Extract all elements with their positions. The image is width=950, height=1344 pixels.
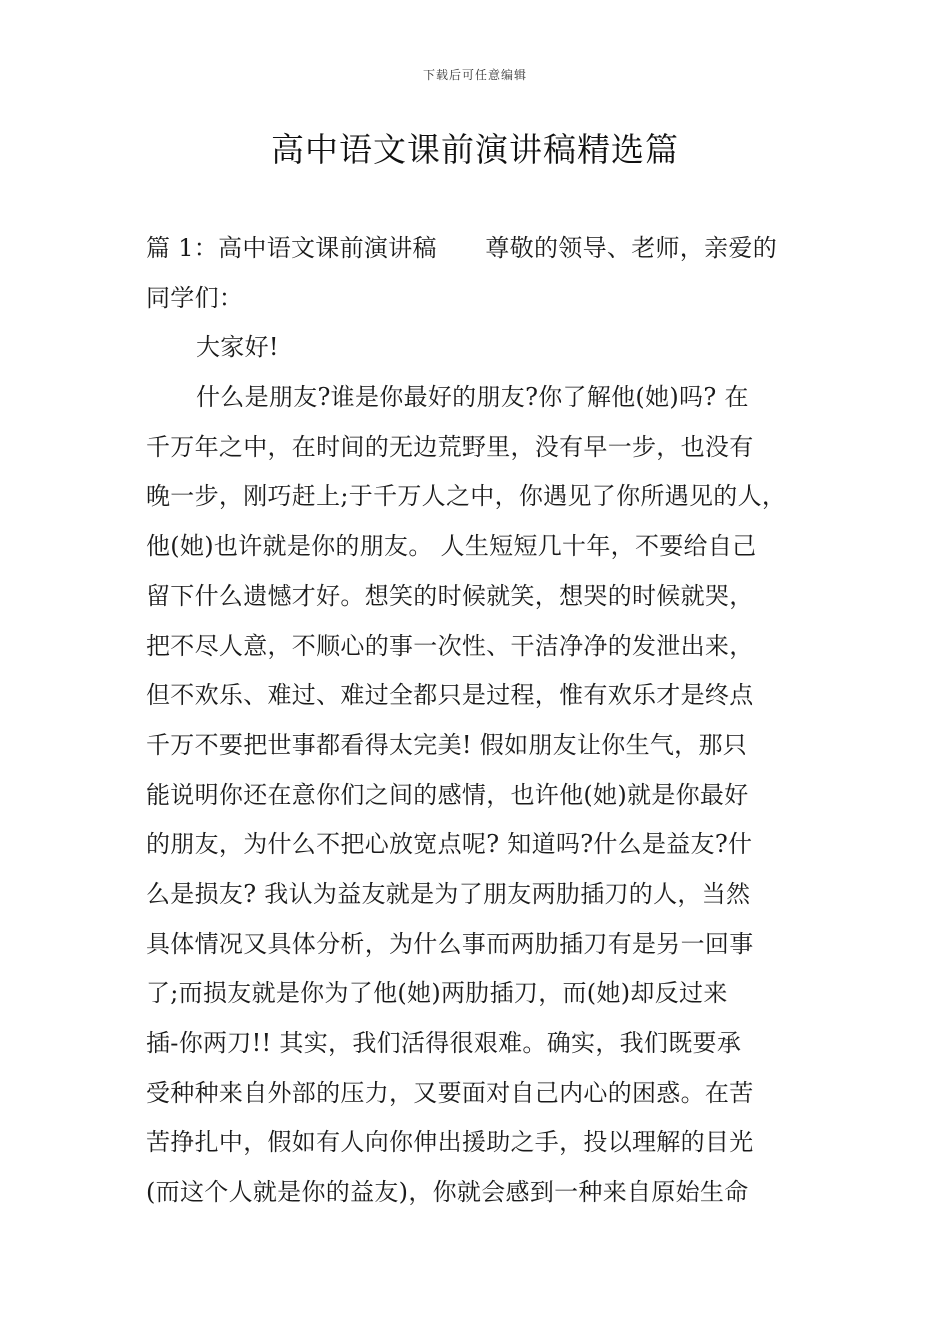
text-line: 晚一步，刚巧赶上;于千万人之中，你遇见了你所遇见的人， — [146, 482, 787, 511]
document-title: 高中语文课前演讲稿精选篇 — [271, 130, 679, 169]
text-line: 什么是朋友?谁是你最好的朋友?你了解他(她)吗? 在 — [196, 383, 749, 412]
text-line: 篇 1：高中语文课前演讲稿 尊敬的领导、老师，亲爱的 — [146, 234, 777, 262]
header-note: 下载后可任意编辑 — [422, 68, 527, 82]
text-line: 千万不要把世事都看得太完美! 假如朋友让你生气，那只 — [146, 730, 748, 759]
text-line: 受种种来自外部的压力，又要面对自己内心的困惑。在苦 — [146, 1078, 754, 1107]
text-line: 千万年之中，在时间的无边荒野里，没有早一步，也没有 — [146, 432, 754, 461]
text-line: 同学们： — [146, 283, 244, 312]
text-line: (而这个人就是你的益友)，你就会感到一种来自原始生命 — [146, 1178, 749, 1207]
text-line: 留下什么遗憾才好。想笑的时候就笑，想哭的时候就哭， — [146, 581, 754, 610]
text-line: 的朋友，为什么不把心放宽点呢? 知道吗?什么是益友?什 — [146, 830, 753, 859]
text-line: 苦挣扎中，假如有人向你伸出援助之手，投以理解的目光 — [146, 1128, 754, 1157]
text-line: 具体情况又具体分析，为什么事而两肋插刀有是另一回事 — [146, 929, 754, 958]
document-body — [146, 230, 826, 1224]
text-line: 能说明你还在意你们之间的感情，也许他(她)就是你最好 — [146, 780, 749, 809]
text-line: 他(她)也许就是你的朋友。 人生短短几十年，不要给自己 — [146, 532, 757, 561]
text-line: 但不欢乐、难过、难过全都只是过程，惟有欢乐才是终点 — [146, 681, 754, 710]
text-line: 大家好! — [196, 333, 279, 362]
text-line: 了;而损友就是你为了他(她)两肋插刀，而(她)却反过来 — [146, 979, 728, 1008]
text-line: 么是损友? 我认为益友就是为了朋友两肋插刀的人，当然 — [146, 879, 751, 908]
text-line: 插-你两刀!! 其实，我们活得很艰难。确实，我们既要承 — [146, 1029, 742, 1057]
text-line: 把不尽人意，不顺心的事一次性、干洁净净的发泄出来， — [146, 631, 754, 660]
